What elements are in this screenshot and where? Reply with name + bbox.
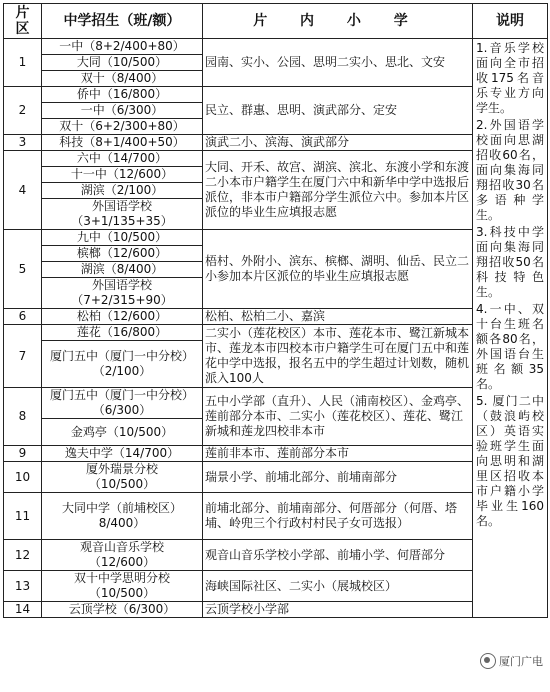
table-row <box>4 571 548 602</box>
table-row <box>4 39 548 55</box>
header-row <box>4 4 548 39</box>
area-cell: 12 <box>4 540 42 571</box>
middle-school-line: 厦外瑞景分校 <box>85 462 158 476</box>
middle-school-cell: 厦门五中（厦门一中分校）（2/100） <box>42 341 203 388</box>
header-area-text: 片 区 <box>15 5 30 37</box>
middle-school-cell <box>42 462 203 493</box>
middle-school-line: 外国语学校 <box>91 199 152 213</box>
table-row <box>4 87 548 103</box>
note-item: 3.科技中学面向集海同翔招收50名科技特色生。 <box>476 225 544 299</box>
watermark-text: 厦门广电 <box>499 655 543 668</box>
primary-schools-cell: 瑞景小学、前埔北部分、前埔南部分 <box>203 462 473 493</box>
middle-school-cell: 逸夫中学（14/700） <box>42 446 203 462</box>
middle-school-cell: 松柏（12/600） <box>42 309 203 325</box>
primary-schools-cell: 云顶学校小学部 <box>203 602 473 618</box>
middle-school-cell <box>42 540 203 571</box>
middle-school-cell: 双十（6+2/300+80） <box>42 119 203 135</box>
middle-school-cell <box>42 571 203 602</box>
primary-schools-cell: 演武二小、滨海、演武部分 <box>203 135 473 151</box>
middle-school-cell: 金鸡亭（10/500） <box>42 419 203 446</box>
middle-school-cell: 一中（8+2/400+80） <box>42 39 203 55</box>
table-row <box>4 602 548 618</box>
area-cell: 10 <box>4 462 42 493</box>
watermark <box>477 652 546 670</box>
area-cell: 4 <box>4 151 42 230</box>
middle-school-cell: 十一中（12/600） <box>42 167 203 183</box>
middle-school-cell <box>42 199 203 230</box>
middle-school-line: 观音山音乐学校 <box>79 540 164 554</box>
header-notes: 说明 <box>473 4 548 39</box>
area-cell: 1 <box>4 39 42 87</box>
primary-schools-cell: 二实小（莲花校区）本市、莲花本市、鹭江新城本市、莲龙本市四校本市户籍学生可在厦门五中和莲花中学中选报，报名五中的学生超过计划数，随机派入100人 <box>203 325 473 388</box>
area-cell: 13 <box>4 571 42 602</box>
primary-schools-cell: 梧村、外附小、滨东、槟榔、湖明、仙岳、民立二小参加本片区派位的毕业生应填报志愿 <box>203 230 473 309</box>
primary-schools-cell: 海峡国际社区、二实小（展城校区） <box>203 571 473 602</box>
area-cell: 2 <box>4 87 42 135</box>
notes-cell <box>473 39 548 618</box>
middle-school-cell: 双十（8/400） <box>42 71 203 87</box>
table-row <box>4 540 548 571</box>
primary-schools-cell: 松柏、松柏二小、嘉滨 <box>203 309 473 325</box>
middle-school-line: （10/500） <box>88 477 156 491</box>
middle-school-cell: 六中（14/700） <box>42 151 203 167</box>
middle-school-cell: 湖滨（8/400） <box>42 262 203 278</box>
middle-school-cell: 莲花（16/800） <box>42 325 203 341</box>
table-row <box>4 462 548 493</box>
header-primary-schools: 片 内 小 学 <box>203 4 473 39</box>
primary-schools-cell: 观音山音乐学校小学部、前埔小学、何厝部分 <box>203 540 473 571</box>
table-row <box>4 446 548 462</box>
primary-schools-cell: 民立、群惠、思明、演武部分、定安 <box>203 87 473 135</box>
table-row <box>4 135 548 151</box>
middle-school-cell: 大同（10/500） <box>42 55 203 71</box>
middle-school-line: 外国语学校 <box>91 278 152 292</box>
area-cell: 3 <box>4 135 42 151</box>
middle-school-cell: 科技（8+1/400+50） <box>42 135 203 151</box>
middle-school-cell: 侨中（16/800） <box>42 87 203 103</box>
note-item: 5. 厦门二中（鼓浪屿校区）英语实验班学生面向思明和湖里区招收本市户籍小学毕业生160名。 <box>476 394 544 528</box>
note-item: 4.一中、双十台生班名额各80名，外国语台生班名额35名。 <box>476 302 544 391</box>
table-row <box>4 230 548 246</box>
middle-school-line: 双十中学思明分校 <box>73 571 170 585</box>
middle-school-line: 大同中学（前埔校区） <box>61 501 182 515</box>
table-row <box>4 388 548 419</box>
middle-school-line: 8/400） <box>98 516 146 530</box>
primary-schools-cell: 前埔北部分、前埔南部分、何厝部分（何厝、塔埔、岭兜三个行政村村民子女可选报） <box>203 493 473 540</box>
table-row <box>4 309 548 325</box>
header-middle-school: 中学招生（班/额） <box>42 4 203 39</box>
middle-school-cell: 九中（10/500） <box>42 230 203 246</box>
area-cell: 8 <box>4 388 42 446</box>
middle-school-cell: 一中（6/300） <box>42 103 203 119</box>
area-cell: 11 <box>4 493 42 540</box>
middle-school-cell: 槟榔（12/600） <box>42 246 203 262</box>
middle-school-cell: 厦门五中（厦门一中分校）（6/300） <box>42 388 203 419</box>
primary-schools-cell: 五中小学部（直升）、人民（浦南校区）、金鸡亭、莲前部分本市、二实小（莲花校区）、莲花、鹭江新城和莲龙四校非本市 <box>203 388 473 446</box>
primary-schools-cell: 莲前非本市、莲前部分本市 <box>203 446 473 462</box>
header-area <box>4 4 42 39</box>
area-cell: 6 <box>4 309 42 325</box>
table-row <box>4 325 548 341</box>
area-cell: 5 <box>4 230 42 309</box>
primary-schools-cell: 大同、开禾、故宫、湖滨、滨北、东渡小学和东渡二小本市户籍学生在厦门六中和新华中学中选报后派位，非本市户籍部分学生派位六中。参加本片区派位的毕业生应填报志愿 <box>203 151 473 230</box>
note-item: 1.音乐学校面向全市招收175名音乐专业方向学生。 <box>476 41 544 115</box>
middle-school-cell <box>42 278 203 309</box>
note-item: 2.外国语学校面向思湖招收60名，面向集海同翔招收30名多语种学生。 <box>476 118 544 222</box>
middle-school-cell <box>42 493 203 540</box>
middle-school-line: （3+1/135+35） <box>71 214 173 228</box>
middle-school-cell: 湖滨（2/100） <box>42 183 203 199</box>
middle-school-line: （12/600） <box>88 555 156 569</box>
wechat-icon <box>480 653 496 669</box>
table-row <box>4 151 548 167</box>
area-cell: 9 <box>4 446 42 462</box>
middle-school-line: （7+2/315+90） <box>71 293 173 307</box>
middle-school-cell: 云顶学校（6/300） <box>42 602 203 618</box>
table-body <box>4 39 548 618</box>
enrollment-table <box>3 3 548 618</box>
area-cell: 14 <box>4 602 42 618</box>
table-row <box>4 493 548 540</box>
area-cell: 7 <box>4 325 42 388</box>
middle-school-line: （10/500） <box>88 586 156 600</box>
primary-schools-cell: 园南、实小、公园、思明二实小、思北、文安 <box>203 39 473 87</box>
